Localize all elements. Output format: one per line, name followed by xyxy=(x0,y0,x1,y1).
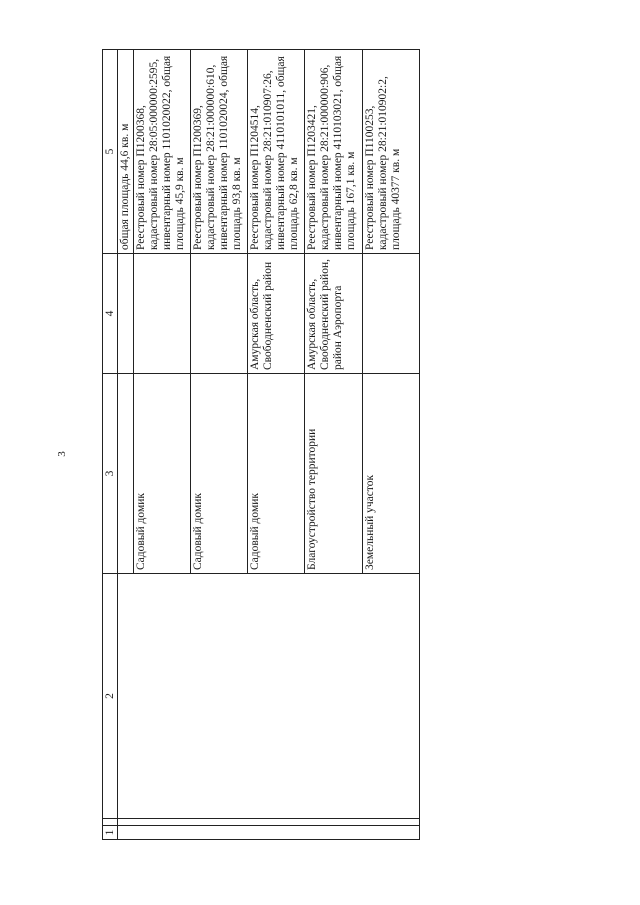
header-col-2: 2 xyxy=(103,574,118,819)
property-table xyxy=(102,49,420,840)
row-1-col-3: Садовый домик xyxy=(134,374,191,574)
header-row xyxy=(103,50,118,840)
row-4-col-5: Реестровый номер П1203421, кадастровый номер 28:21:000000:906, инвентарный номер 4110103021, общая площадь 167,1 кв. м xyxy=(305,50,363,254)
row-4-col-3: Благоустройство территории xyxy=(305,374,363,574)
row-2-col-3: Садовый домик xyxy=(191,374,248,574)
row-3-col-4: Амурская область, Свободненский район xyxy=(248,254,305,374)
table-row xyxy=(118,50,134,840)
header-col-4: 4 xyxy=(103,254,118,374)
row-1-col-5: Реестровый номер П1200368, кадастровый номер 28:05:000000:2595, инвентарный номер 1101020022, общая площадь 45,9 кв. м xyxy=(134,50,191,254)
row-4-col-4: Амурская область, Свободненский район, район Аэропорта xyxy=(305,254,363,374)
row-0-col-5: общая площадь 44,6 кв. м xyxy=(118,50,134,254)
row-2-col-4 xyxy=(191,254,248,374)
header-col-3: 3 xyxy=(103,374,118,574)
row-5-col-5: Реестровый номер П1100253, кадастровый номер 28:21:010902:2, площадь 40377 кв. м xyxy=(363,50,420,254)
row-5-col-3: Земельный участок xyxy=(363,374,420,574)
row-0-col-3 xyxy=(118,374,134,574)
rotated-table-wrapper xyxy=(102,50,420,840)
row-3-col-5: Реестровый номер П1204514, кадастровый номер 28:21:010907:26, инвентарный номер 4110101011, общая площадь 62,8 кв. м xyxy=(248,50,305,254)
header-col-1: 1 xyxy=(103,826,118,840)
row-2-col-5: Реестровый номер П1200369, кадастровый номер 28:21:000000:610, инвентарный номер 1101020024, общая площадь 93,8 кв. м xyxy=(191,50,248,254)
header-col-5: 5 xyxy=(103,50,118,254)
header-col-1-gap xyxy=(103,819,118,826)
cell-col-1 xyxy=(118,826,420,840)
row-3-col-3: Садовый домик xyxy=(248,374,305,574)
row-0-col-4 xyxy=(118,254,134,374)
row-1-col-4 xyxy=(134,254,191,374)
cell-col-2 xyxy=(118,574,420,819)
page-number: 3 xyxy=(56,451,68,457)
cell-col-1-gap xyxy=(118,819,420,826)
row-5-col-4 xyxy=(363,254,420,374)
